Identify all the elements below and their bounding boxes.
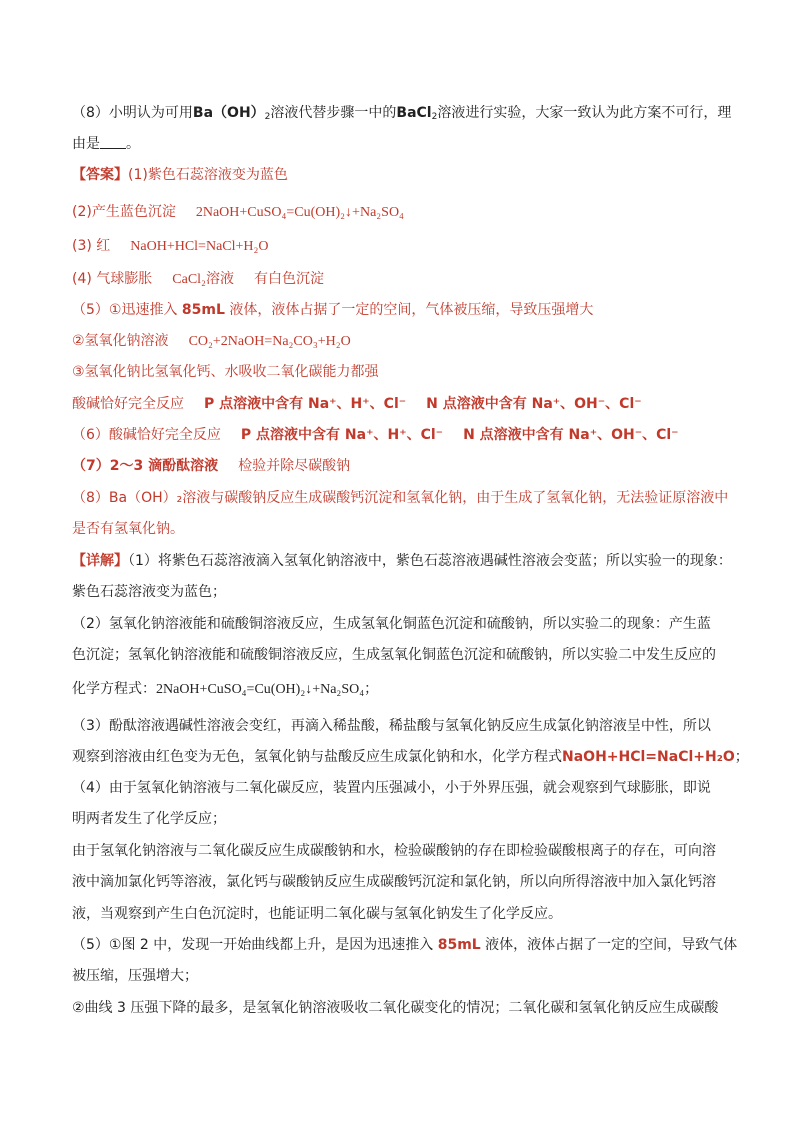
detail-1a: （1）将紫色石蕊溶液滴入氢氧化钠溶液中，紫色石蕊溶液遇碱性溶液会变蓝；所以实验一的现象： (128, 553, 732, 569)
answer-5-2a: ②氢氧化钠溶液 (72, 333, 169, 349)
answer-4-end: 有白色沉淀 (253, 271, 324, 287)
detail-line-2a (72, 615, 711, 633)
answer-5-volume: 85mL (181, 302, 225, 318)
answer-line-3 (72, 237, 269, 256)
answer-2-label: (2)产生蓝色沉淀 (72, 204, 176, 220)
answer-8b: 是否有氢氧化钠。 (72, 521, 184, 537)
detail-3a: （3）酚酞溶液遇碱性溶液会变红，再滴入稀盐酸，稀盐酸与氢氧化钠反应生成氯化钠溶液呈中性，所以 (72, 718, 711, 734)
detail-line-4b (72, 810, 226, 828)
detail-5a-3: 液体，液体占据了一定的空间，导致气体 (485, 937, 738, 953)
question-8-line-1 (72, 104, 731, 122)
detail-2-end: ； (364, 681, 379, 697)
detail-4a: （4）由于氢氧化钠溶液与二氧化碳反应，装置内压强减小，小于外界压强，就会观察到气球膨胀，即说 (72, 780, 711, 796)
answer-8a: （8）Ba（OH）₂溶液与碳酸钠反应生成碳酸钙沉淀和氢氧化钠，由于生成了氢氧化钠，无法验证原溶液中 (72, 490, 729, 506)
detail-line-5c (72, 999, 718, 1017)
answer-blank (100, 136, 126, 149)
answer-1: (1)紫色石蕊溶液变为蓝色 (128, 167, 288, 183)
detail-3-end: ； (734, 749, 749, 765)
answer-3-label: (3) 红 (72, 238, 111, 254)
detail-line-3a (72, 717, 711, 735)
detail-line-2c (72, 680, 378, 699)
detail-1b: 紫色石蕊溶液变为蓝色； (72, 584, 226, 600)
detail-line-4d (72, 873, 716, 891)
detail-5a-1: （5）①图 2 中，发现一开始曲线都上升，是因为迅速推入 (72, 937, 434, 953)
answer-5-4c: N 点溶液中含有 Na⁺、OH⁻、Cl⁻ (426, 396, 642, 412)
detail-4e: 液，当观察到产生白色沉淀时，也能证明二氧化碳与氢氧化钠发生了化学反应。 (72, 906, 562, 922)
q8-formula-baoh: Ba（OH） (192, 105, 265, 121)
answer-line-2 (72, 203, 404, 222)
answer-6c: N 点溶液中含有 Na⁺、OH⁻、Cl⁻ (463, 427, 679, 443)
answer-line-6 (72, 426, 679, 444)
detail-3-equation: NaOH+HCl=NaCl+H₂O (562, 749, 735, 765)
question-8-line-2 (72, 135, 140, 153)
detail-5c: ②曲线 3 压强下降的最多，是氢氧化钠溶液吸收二氧化碳变化的情况；二氧化碳和氢氧化钠反应生成碳酸 (72, 1000, 719, 1016)
detail-4b: 明两者发生了化学反应； (72, 811, 226, 827)
detail-3b: 观察到溶液由红色变为无色，氢氧化钠与盐酸反应生成氯化钠和水，化学方程式 (72, 749, 562, 765)
answer-5-4a: 酸碱恰好完全反应 (72, 396, 184, 412)
q8-subscript: 2 (264, 112, 271, 122)
answer-5-4b: P 点溶液中含有 Na⁺、H⁺、Cl⁻ (204, 396, 407, 412)
detail-tag: 【详解】 (72, 553, 128, 569)
answer-4-chemical: CaCl₂溶液 (172, 272, 234, 287)
detail-4c: 由于氢氧化钠溶液与二氧化碳反应生成碳酸钠和水，检验碳酸钠的存在即检验碳酸根离子的存在，可向溶 (72, 843, 716, 859)
detail-line-4e (72, 905, 562, 923)
answer-line-5-3 (72, 363, 379, 381)
q8-text-3: 溶液进行实验，大家一致认为此方案不可行，理 (437, 105, 732, 121)
q8-subscript-2: 2 (431, 112, 438, 122)
answer-line-8b (72, 520, 184, 538)
detail-line-1b (72, 583, 226, 601)
answer-line-4 (72, 270, 324, 289)
detail-2b: 色沉淀；氢氧化钠溶液能和硫酸铜溶液反应，生成氢氧化铜蓝色沉淀和硫酸钠，所以实验二中发生反应的 (72, 647, 716, 663)
q8-line2-text: 由是 (72, 136, 100, 152)
detail-5-volume: 85mL (437, 937, 481, 953)
answer-line-5-2 (72, 332, 351, 351)
q8-formula-bacl2: BaCl (396, 105, 432, 121)
answer-tag: 【答案】 (72, 167, 128, 183)
answer-5-1c: 液体，液体占据了一定的空间，气体被压缩，导致压强增大 (229, 302, 594, 318)
answer-2-equation: 2NaOH+CuSO₄=Cu(OH)₂↓+Na₂SO₄ (195, 205, 404, 220)
answer-5-3: ③氢氧化钠比氢氧化钙、水吸收二氧化碳能力都强 (72, 364, 379, 380)
detail-2c: 化学方程式： (72, 681, 156, 697)
detail-4d: 液中滴加氯化钙等溶液，氯化钙与碳酸钠反应生成碳酸钙沉淀和氯化钠，所以向所得溶液中加入氯化钙溶 (72, 874, 716, 890)
detail-line-4c (72, 842, 716, 860)
answer-7a: （7）2～3 滴酚酞溶液 (72, 458, 219, 474)
answer-line-8a (72, 489, 728, 507)
q8-text-2: 溶液代替步骤一中的 (270, 105, 397, 121)
q8-line2-end: 。 (126, 136, 140, 152)
answer-line-1 (72, 166, 288, 184)
detail-line-5b (72, 967, 198, 985)
answer-line-5-1 (72, 301, 593, 319)
detail-2-equation: 2NaOH+CuSO₄=Cu(OH)₂↓+Na₂SO₄ (156, 682, 365, 697)
answer-line-7 (72, 457, 350, 475)
detail-line-2b (72, 646, 716, 664)
detail-line-4a (72, 779, 711, 797)
detail-line-5a (72, 936, 737, 954)
answer-6a: （6）酸碱恰好完全反应 (72, 427, 221, 443)
answer-7b: 检验并除尽碳酸钠 (238, 458, 351, 474)
answer-5-2-equation: CO₂+2NaOH=Na₂CO₃+H₂O (188, 334, 351, 349)
detail-2a: （2）氢氧化钠溶液能和硫酸铜溶液反应，生成氢氧化铜蓝色沉淀和硫酸钠，所以实验二的现象：产生蓝 (72, 616, 711, 632)
answer-3-equation: NaOH+HCl=NaCl+H₂O (130, 239, 269, 254)
detail-line-1a (72, 552, 732, 570)
answer-4-label: (4) 气球膨胀 (72, 271, 153, 287)
q8-text: （8）小明认为可用 (72, 105, 193, 121)
detail-5b: 被压缩，压强增大； (72, 968, 198, 984)
answer-5-1a: （5）①迅速推入 (72, 302, 178, 318)
answer-6b: P 点溶液中含有 Na⁺、H⁺、Cl⁻ (240, 427, 444, 443)
detail-line-3b (72, 748, 749, 766)
answer-line-5-4 (72, 395, 642, 413)
